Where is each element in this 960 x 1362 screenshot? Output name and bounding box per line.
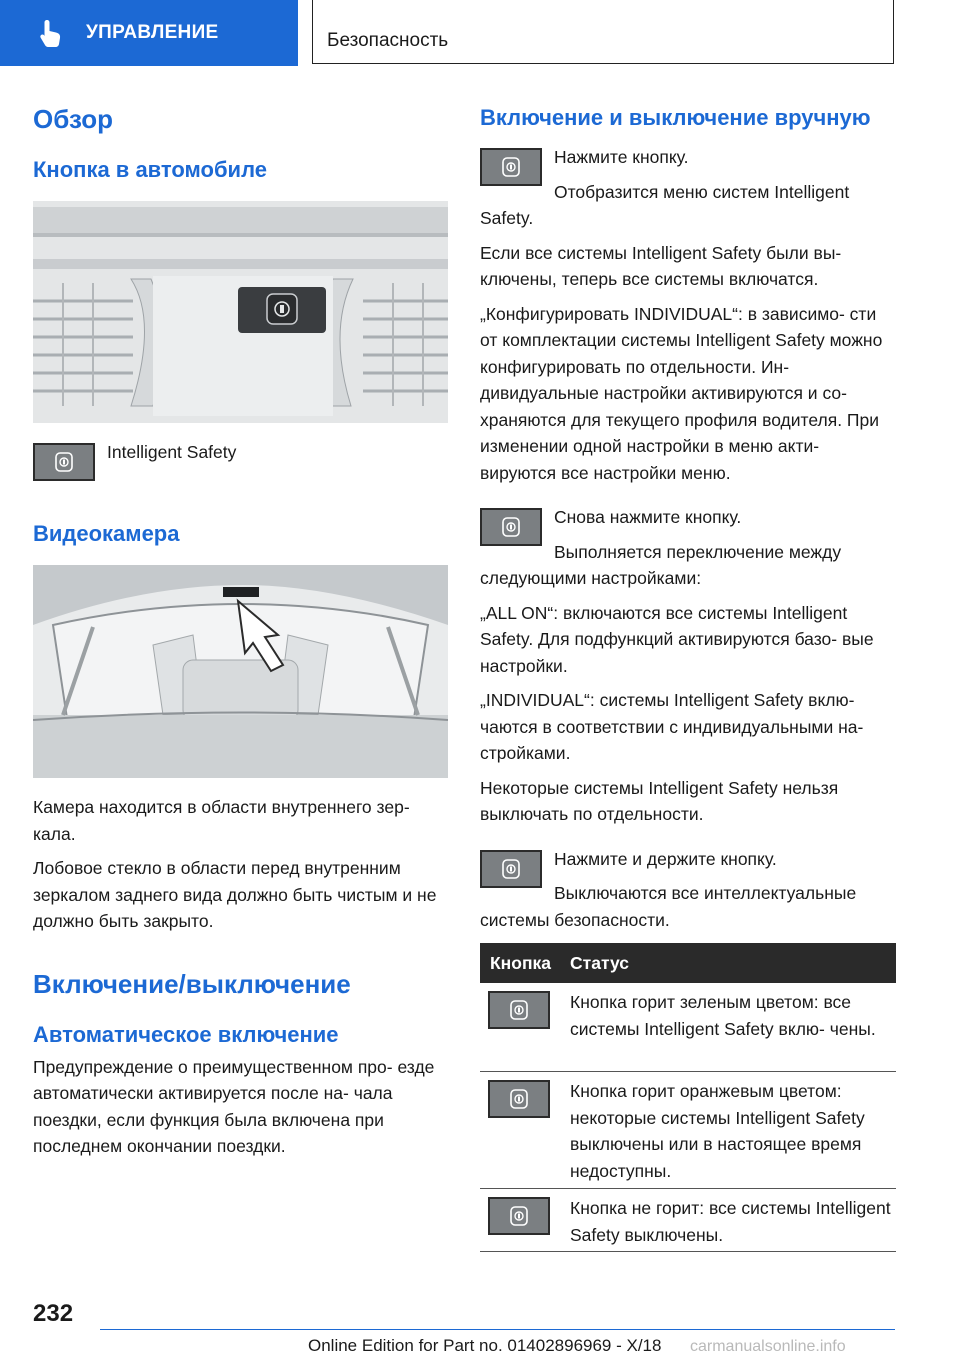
table-row — [480, 1189, 896, 1252]
safety-button-icon — [480, 850, 542, 888]
dashboard-illustration — [33, 201, 448, 423]
auto-on-paragraph: Предупреждение о преимущественном про- езде автоматически активируется после на- чала поездки, если функция была включена при последнем окончании поездки. — [33, 1056, 435, 1156]
safety-button-icon — [480, 148, 542, 186]
safety-button-icon — [480, 508, 542, 546]
car-button-heading: Кнопка в автомобиле — [33, 157, 267, 182]
hand-pointer-icon — [38, 18, 64, 48]
menu-shown-text: Отобразится меню систем Intelligent Safety. — [480, 181, 850, 228]
chapter-tab[interactable] — [0, 0, 298, 66]
press-hold-row — [480, 846, 896, 934]
left-column — [33, 100, 448, 1160]
table-row — [480, 1072, 896, 1189]
all-on-paragraph: „ALL ON“: включаются все системы Intelligent Safety. Для подфункций активируются базо- вые настройки. — [480, 602, 874, 676]
safety-button-icon — [33, 443, 95, 481]
camera-photo — [33, 565, 448, 778]
button-status-table — [480, 943, 896, 1252]
camera-paragraph-1: Камера находится в области внутреннего зер- кала. — [33, 797, 410, 844]
column-header-status: Статус — [570, 952, 629, 973]
press-button-row — [480, 144, 896, 232]
status-off: Кнопка не горит: все системы Intelligent Safety выключены. — [570, 1198, 891, 1245]
edition-text: Online Edition for Part no. 01402896969 - X/18 — [308, 1336, 662, 1355]
section-title: Безопасность — [327, 30, 449, 51]
individual-paragraph: „INDIVIDUAL“: системы Intelligent Safety вклю- чаются в соответствии с индивидуальными на- стройками. — [480, 690, 864, 763]
intelligent-safety-caption-row — [33, 439, 448, 495]
header-bar — [0, 0, 960, 66]
safety-button-icon — [488, 1197, 550, 1235]
watermark-text: carmanualsonline.info — [690, 1338, 846, 1355]
overview-heading: Обзор — [33, 104, 113, 134]
manual-heading: Включение и выключение вручную — [480, 105, 871, 130]
section-tab[interactable] — [312, 0, 894, 64]
intelligent-safety-caption: Intelligent Safety — [107, 442, 237, 462]
camera-heading: Видеокамера — [33, 521, 180, 546]
table-row — [480, 983, 896, 1072]
press-again-row — [480, 504, 896, 592]
all-off-paragraph: Если все системы Intelligent Safety были вы- ключены, теперь все системы включатся. — [480, 242, 842, 289]
safety-button-icon — [488, 1080, 550, 1118]
column-header-button: Кнопка — [490, 952, 552, 973]
press-button-text: Нажмите кнопку. — [554, 147, 689, 167]
dashboard-button-photo — [33, 201, 448, 423]
car-interior-illustration — [33, 565, 448, 778]
all-disabled-text: Выключаются все интеллектуальные системы безопасности. — [480, 883, 857, 930]
cannot-disable-paragraph: Некоторые системы Intelligent Safety нельзя выключать по отдельности. — [480, 777, 839, 824]
page-number: 232 — [33, 1300, 74, 1327]
safety-button-icon — [488, 991, 550, 1029]
on-off-heading: Включение/выключение — [33, 968, 351, 999]
table-header — [480, 943, 896, 983]
auto-on-heading: Автоматическое включение — [33, 1021, 339, 1047]
chapter-title: УПРАВЛЕНИЕ — [86, 22, 219, 43]
switching-text: Выполняется переключение между следующими настройками: — [480, 541, 842, 588]
footer-divider — [100, 1329, 895, 1330]
individual-config-paragraph: „Конфигурировать INDIVIDUAL“: в зависимо- сти от комплектации системы Intelligent Safety можно конфигурировать по отдельности. Ин- дивидуальные настройки активируются и со- храняются для текущего профиля водителя. При изменении одной настройки в меню акти- вируются все настройки меню. — [480, 303, 883, 483]
status-orange: Кнопка горит оранжевым цветом: некоторые системы Intelligent Safety выключены или в настоящее время недоступны. — [570, 1081, 865, 1181]
right-column — [480, 100, 896, 933]
press-again-text: Снова нажмите кнопку. — [554, 507, 742, 527]
status-green: Кнопка горит зеленым цветом: все системы Intelligent Safety вклю- чены. — [570, 992, 876, 1039]
press-hold-text: Нажмите и держите кнопку. — [554, 848, 777, 869]
camera-paragraph-2: Лобовое стекло в области перед внутренним зеркалом заднего вида должно быть чистым и не должно быть закрыто. — [33, 858, 437, 931]
